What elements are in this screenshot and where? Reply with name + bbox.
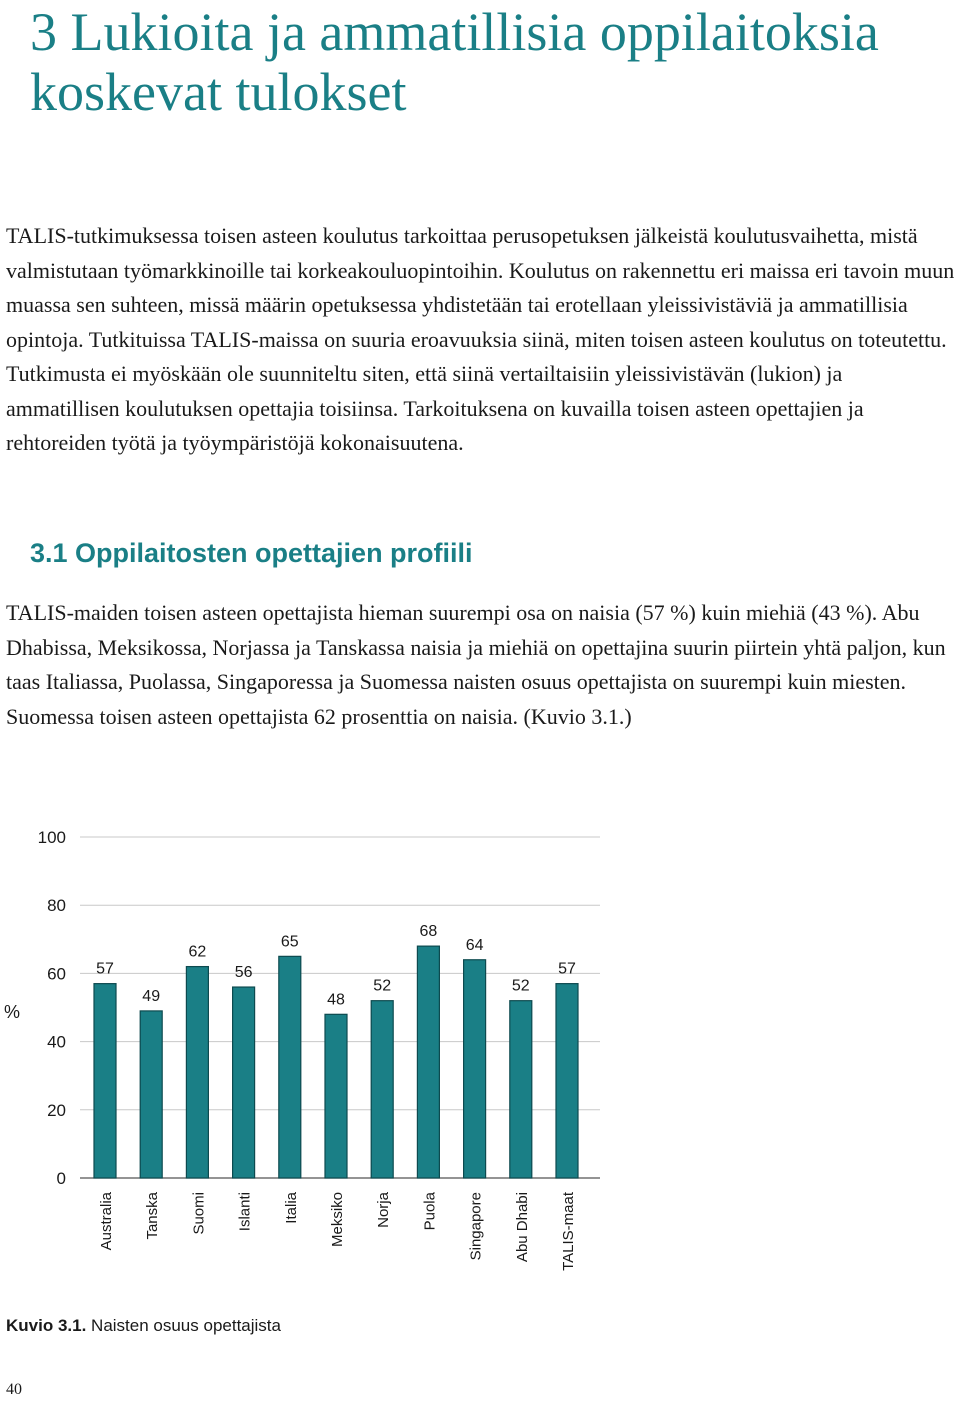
x-tick-label: Puola bbox=[421, 1192, 439, 1231]
bar-tanska bbox=[140, 1011, 162, 1178]
bar-islanti bbox=[233, 987, 255, 1178]
x-tick-label: Meksiko bbox=[329, 1192, 346, 1248]
y-tick-label: 100 bbox=[37, 828, 66, 847]
intro-paragraph: TALIS-tutkimuksessa toisen asteen koulutus tarkoittaa perusopetuksen jälkeistä koulutusvaihetta, mistä valmistutaan työmarkkinoille tai korkeakouluopintoihin. Koulutus on rakennettu eri maissa eri tavoin muun muassa sen suhteen, missä määrin opetuksessa yhdistetään tai erotellaan yleissivistäviä ja ammatillisia opintoja. Tutkituissa TALIS-maissa on suuria eroavuuksia siinä, miten toisen asteen koulutus on toteutettu. Tutkimusta ei myöskään ole suunniteltu siten, että siinä vertailtaisiin yleissivistävän (lukion) ja ammatillisen koulutuksen opettajia toisiinsa. Tarkoituksena on kuvailla toisen asteen opettajien ja rehtoreiden työtä ja työympäristöjä kokonaisuutena. bbox=[6, 223, 955, 455]
x-tick-label: Singapore bbox=[467, 1192, 485, 1261]
data-label: 49 bbox=[142, 987, 161, 1005]
chart-x-ticks bbox=[98, 1191, 577, 1271]
bar-abu-dhabi bbox=[510, 1001, 532, 1178]
x-tick-label: TALIS-maat bbox=[560, 1192, 577, 1271]
data-label: 62 bbox=[188, 943, 207, 961]
section-heading: 3.1 Oppilaitosten opettajien profiili bbox=[30, 538, 473, 568]
y-tick-label: 40 bbox=[47, 1032, 66, 1052]
bar-chart bbox=[0, 820, 960, 1300]
bar-talis-maat bbox=[556, 984, 578, 1178]
data-label: 52 bbox=[511, 977, 530, 995]
data-label: 57 bbox=[558, 960, 576, 978]
chart-y-ticks bbox=[38, 828, 66, 1188]
caption-text: Naisten osuus opettajista bbox=[86, 1316, 281, 1335]
y-tick-label: 80 bbox=[47, 896, 66, 916]
x-tick-label: Tanska bbox=[144, 1192, 162, 1240]
x-tick-label: Suomi bbox=[190, 1192, 208, 1235]
y-tick-label: 60 bbox=[47, 964, 66, 984]
x-tick-label: Australia bbox=[98, 1192, 115, 1251]
data-label: 64 bbox=[465, 936, 484, 954]
bar-italia bbox=[279, 956, 301, 1178]
page-number: 40 bbox=[6, 1381, 22, 1398]
x-tick-label: Norja bbox=[375, 1192, 393, 1228]
data-label: 48 bbox=[327, 991, 345, 1009]
chapter-title: 3 Lukioita ja ammatillisia oppilaitoksia koskevat tulokset bbox=[30, 2, 879, 122]
bar-singapore bbox=[464, 960, 486, 1178]
y-tick-label: 20 bbox=[47, 1100, 66, 1120]
data-label: 56 bbox=[234, 964, 253, 982]
chart-y-axis-label: % bbox=[4, 1002, 21, 1022]
chart-data-labels bbox=[96, 923, 576, 1008]
data-label: 57 bbox=[96, 960, 114, 978]
bar-meksiko bbox=[325, 1014, 347, 1178]
y-tick-label: 0 bbox=[56, 1169, 66, 1188]
bar-suomi bbox=[186, 967, 208, 1178]
data-label: 65 bbox=[280, 933, 299, 951]
section-paragraph: TALIS-maiden toisen asteen opettajista hieman suurempi osa on naisia (57 %) kuin miehiä (43 %). Abu Dhabissa, Meksikossa, Norjassa ja Tanskassa naisia ja miehiä on opettajina suurin piirtein yhtä paljon, kun taas Italiassa, Puolassa, Singaporessa ja Suomessa naisten osuus opettajista on suurempi kuin miesten. Suomessa toisen asteen opettajista 62 prosenttia on naisia. (Kuvio 3.1.) bbox=[6, 600, 946, 729]
data-label: 68 bbox=[419, 923, 438, 941]
bar-puola bbox=[417, 946, 439, 1178]
x-tick-label: Italia bbox=[282, 1192, 300, 1224]
caption-label: Kuvio 3.1. bbox=[6, 1316, 87, 1335]
x-tick-label: Abu Dhabi bbox=[513, 1192, 531, 1263]
bar-australia bbox=[94, 984, 116, 1178]
figure-caption bbox=[6, 1315, 281, 1337]
bar-norja bbox=[371, 1001, 393, 1178]
data-label: 52 bbox=[373, 977, 392, 995]
x-tick-label: Islanti bbox=[236, 1192, 254, 1232]
